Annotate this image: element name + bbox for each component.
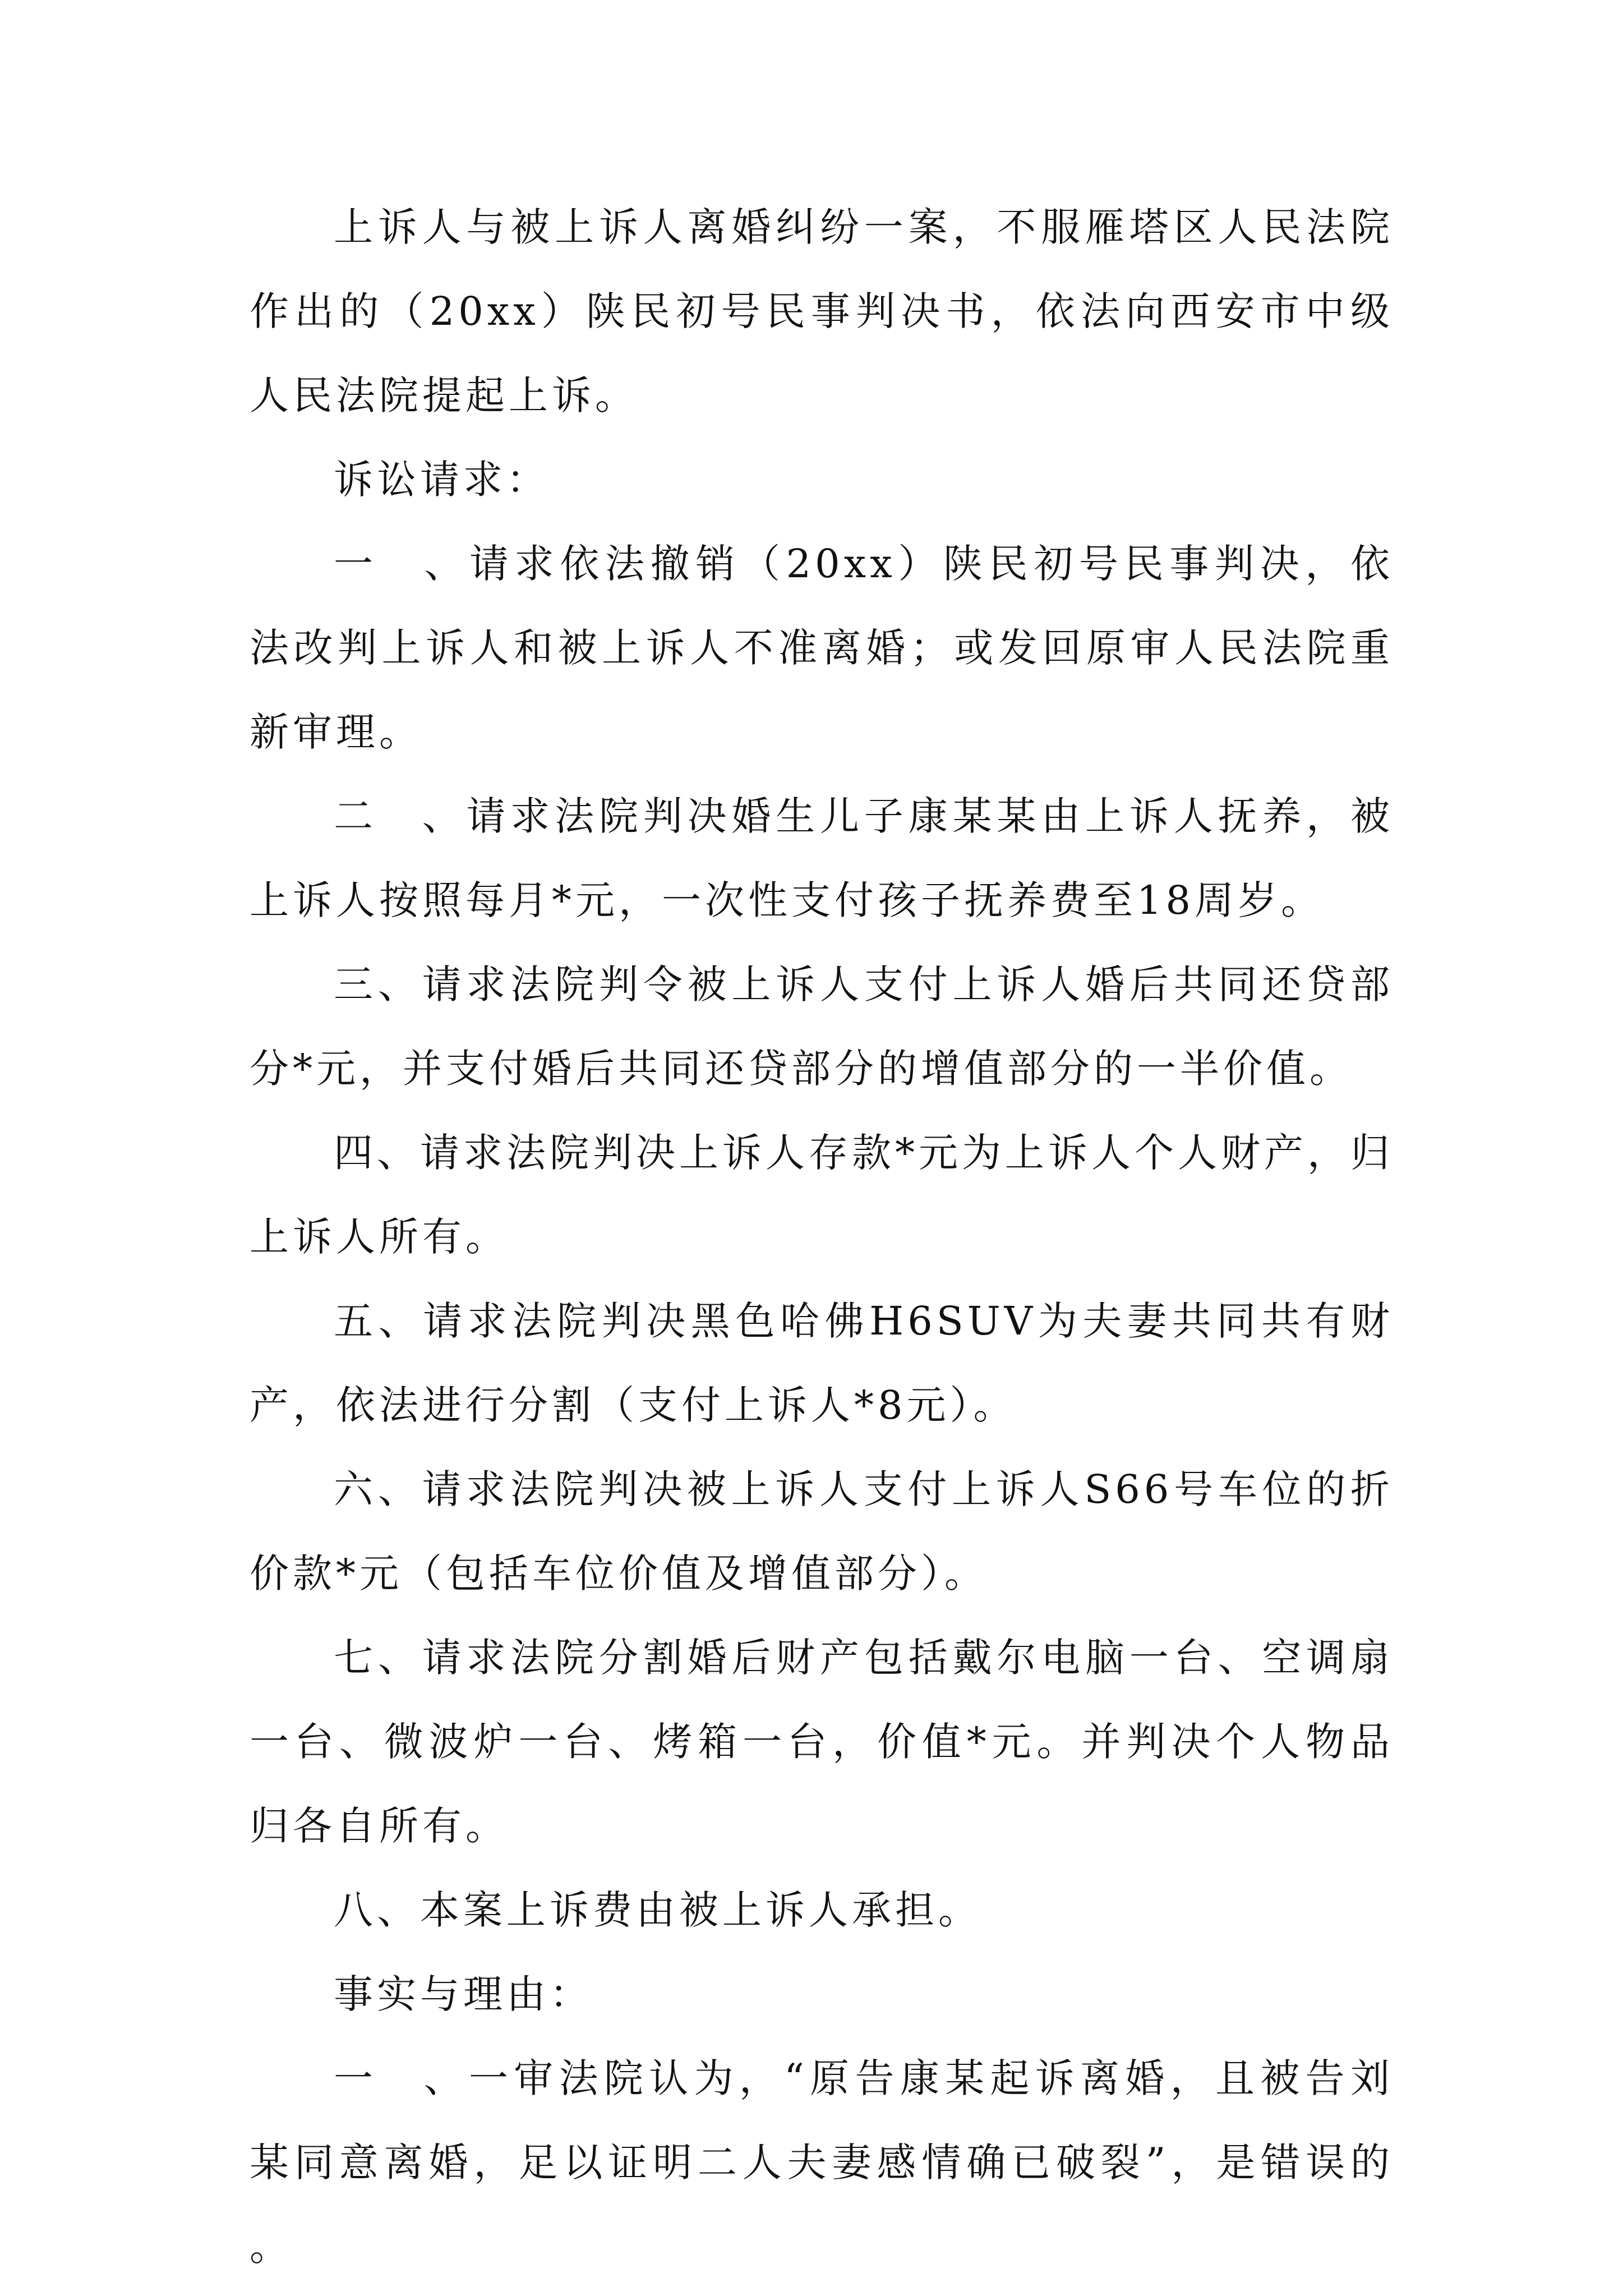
- paragraph-fact-1: 一 、一审法院认为，“原告康某起诉离婚，且被告刘某同意离婚，足以证明二人夫妻感情确已破裂”，是错误的。: [250, 2055, 1394, 2270]
- paragraph-claim-4: 四、请求法院判决上诉人存款*元为上诉人个人财产，归上诉人所有。: [250, 1130, 1394, 1260]
- paragraph-claim-6: 六、请求法院判决被上诉人支付上诉人S66号车位的折价款*元（包括车位价值及增值部分）。: [250, 1466, 1394, 1596]
- document-body: [250, 185, 1394, 2289]
- paragraph-claim-8: 八、本案上诉费由被上诉人承担。: [334, 1887, 981, 1933]
- paragraph-claim-2: 二 、请求法院判决婚生儿子康某某由上诉人抚养，被上诉人按照每月*元，一次性支付孩子抚养费至18周岁。: [250, 793, 1394, 923]
- paragraph-claim-5: 五、请求法院判决黑色哈佛H6SUV为夫妻共同共有财产，依法进行分割（支付上诉人*8元）。: [250, 1298, 1394, 1428]
- paragraph-claim-7: 七、请求法院分割婚后财产包括戴尔电脑一台、空调扇一台、微波炉一台、烤箱一台，价值*元。并判决个人物品归各自所有。: [250, 1635, 1394, 1849]
- paragraph-intro: 上诉人与被上诉人离婚纠纷一案，不服雁塔区人民法院作出的（20xx）陕民初号民事判决书，依法向西安市中级人民法院提起上诉。: [250, 204, 1394, 418]
- paragraph-claim-3: 三、请求法院判令被上诉人支付上诉人婚后共同还贷部分*元，并支付婚后共同还贷部分的增值部分的一半价值。: [250, 961, 1394, 1092]
- paragraph-facts-heading: 事实与理由：: [334, 1971, 593, 2017]
- paragraph-claim-1: 一 、请求依法撤销（20xx）陕民初号民事判决，依法改判上诉人和被上诉人不准离婚；或发回原审人民法院重新审理。: [250, 541, 1394, 755]
- paragraph-claims-heading: 诉讼请求：: [334, 457, 550, 503]
